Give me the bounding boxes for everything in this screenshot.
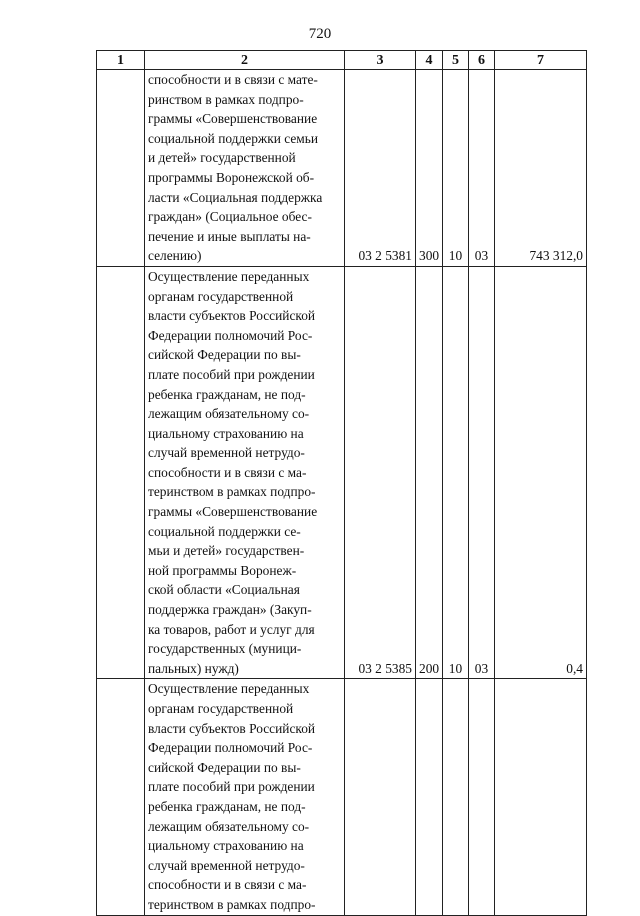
page-number: 720 xyxy=(308,26,332,42)
header-col-3: 3 xyxy=(345,51,416,70)
description-cell: Осуществление переданных органам государственной власти субъектов Российской Федерации полномочий Рос- сийской Федерации по вы- плате пособий при рождении ребенка гражданам, не под- лежащим обязательному со- циальному страхованию на случай временной нетрудо- способности и в связи с ма- теринством в рамках подпро- xyxy=(145,679,345,915)
target-article-cell: 03 2 5381 xyxy=(345,70,416,267)
header-col-2: 2 xyxy=(145,51,345,70)
table-row xyxy=(97,70,587,267)
subsection-cell: 03 xyxy=(469,70,495,267)
row-number-cell xyxy=(97,70,145,267)
subsection-cell xyxy=(469,679,495,915)
header-col-7: 7 xyxy=(495,51,587,70)
table-row xyxy=(97,679,587,915)
expense-type-cell: 300 xyxy=(416,70,443,267)
budget-table xyxy=(96,50,587,916)
section-cell: 10 xyxy=(443,70,469,267)
table-header-row xyxy=(97,51,587,70)
amount-cell: 0,4 xyxy=(495,266,587,678)
description-cell: способности и в связи с мате- ринством в рамках подпро- граммы «Совершенствование социальной поддержки семьи и детей» государственной программы Воронежской об- ласти «Социальная поддержка граждан» (Социальное обес- печение и иные выплаты на- селению) xyxy=(145,70,345,267)
header-col-1: 1 xyxy=(97,51,145,70)
section-cell: 10 xyxy=(443,266,469,678)
header-col-4: 4 xyxy=(416,51,443,70)
target-article-cell: 03 2 5385 xyxy=(345,266,416,678)
row-number-cell xyxy=(97,266,145,678)
expense-type-cell: 200 xyxy=(416,266,443,678)
expense-type-cell xyxy=(416,679,443,915)
amount-cell: 743 312,0 xyxy=(495,70,587,267)
description-cell: Осуществление переданных органам государственной власти субъектов Российской Федерации полномочий Рос- сийской Федерации по вы- плате пособий при рождении ребенка гражданам, не под- лежащим обязательному со- циальному страхованию на случай временной нетрудо- способности и в связи с ма- теринством в рамках подпро- граммы «Совершенствование социальной поддержки се- мьи и детей» государствен- ной программы Воронеж- ской области «Социальная поддержка граждан» (Закуп- ка товаров, работ и услуг для государственных (муници- пальных) нужд) xyxy=(145,266,345,678)
header-col-5: 5 xyxy=(443,51,469,70)
subsection-cell: 03 xyxy=(469,266,495,678)
table-row xyxy=(97,266,587,678)
target-article-cell xyxy=(345,679,416,915)
section-cell xyxy=(443,679,469,915)
row-number-cell xyxy=(97,679,145,915)
amount-cell xyxy=(495,679,587,915)
header-col-6: 6 xyxy=(469,51,495,70)
